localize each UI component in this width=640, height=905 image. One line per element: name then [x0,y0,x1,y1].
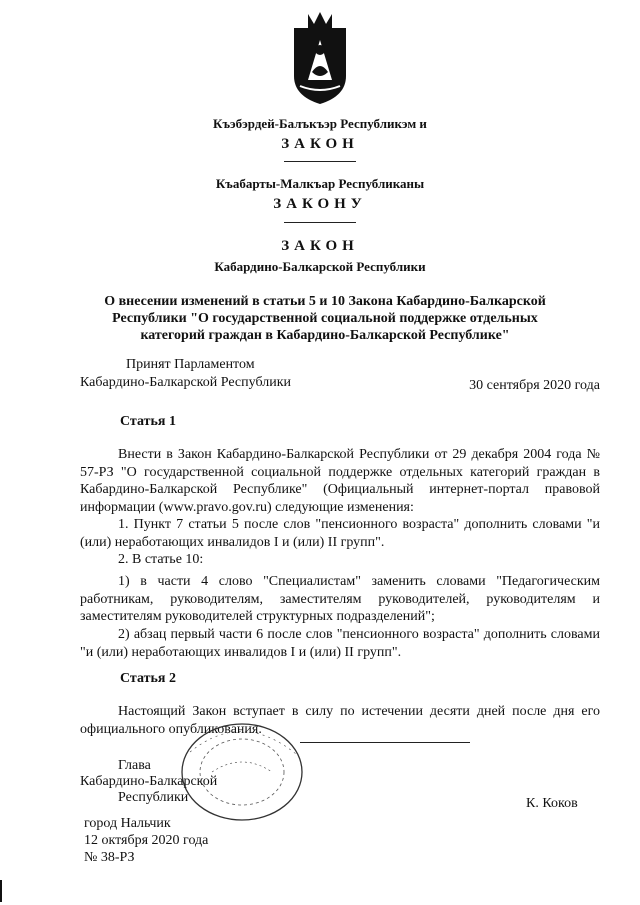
adoption-line-2: Кабардино-Балкарской Республики [80,375,291,390]
coat-of-arms-icon [288,10,352,106]
header-divider [284,161,356,162]
header-line-balkar: Къабарты-Малкъар Республиканы [215,176,425,191]
signature-line [300,742,470,743]
signatory-title-1: Глава [118,758,151,773]
scan-edge-mark [0,880,2,902]
article-1-paragraph: 1. Пункт 7 статьи 5 после слов "пенсионного возраста" дополнить словами "и (или) неработающих инвалидов I и (или) II групп". [80,517,600,550]
signing-date: 12 октября 2020 года [84,833,209,848]
signatory-title-3: Республики [118,790,189,805]
law-title [90,293,560,344]
header-zakon-balkar: ЗАКОНУ [273,196,367,212]
adoption-line-1: Принят Парламентом [126,357,255,372]
article-1-paragraph: 2) абзац первый части 6 после слов "пенсионного возраста" дополнить словами "и (или) неработающих инвалидов I и (или) II групп". [80,627,600,660]
official-seal-icon [172,712,312,822]
signatory-name: К. Коков [526,796,578,811]
law-title-line: категорий граждан в Кабардино-Балкарской Республике" [140,328,510,343]
law-title-line: Республики "О государственной социальной поддержке отдельных [112,311,538,326]
law-title-line: О внесении изменений в статьи 5 и 10 Закона Кабардино-Балкарской [104,294,546,309]
article-2-paragraph: Настоящий Закон вступает в силу по истечении десяти дней после дня его официального опубликования. [80,704,600,737]
article-1-heading: Статья 1 [120,414,176,429]
header-zakon-russian: ЗАКОН [281,238,359,254]
signatory-title-2: Кабардино-Балкарской [80,774,218,789]
signing-city: город Нальчик [84,816,171,831]
header-zakon-kabardian: ЗАКОН [281,136,359,152]
header-line-kabardian: Къэбэрдей-Балъкъэр Республикэм и [213,116,427,131]
law-number: № 38-РЗ [84,850,135,865]
article-1-paragraph: 1) в части 4 слово "Специалистам" заменить словами "Педагогическим работникам, руководителям, заместителям руководителей, руководителям и заместителям руководителей структурных подразделений"; [80,574,600,624]
article-1-paragraph: Внести в Закон Кабардино-Балкарской Республики от 29 декабря 2004 года № 57-РЗ "О государственной социальной поддержке отдельных категорий граждан в Кабардино-Балкарской Республике" (Официальный интернет-портал правовой информации (www.pravo.gov.ru) следующие изменения: [80,447,600,515]
header-line-russian: Кабардино-Балкарской Республики [214,259,426,274]
article-2-heading: Статья 2 [120,671,176,686]
adoption-date: 30 сентября 2020 года [469,378,600,393]
article-1-paragraph: 2. В статье 10: [118,552,204,567]
header-divider [284,222,356,223]
